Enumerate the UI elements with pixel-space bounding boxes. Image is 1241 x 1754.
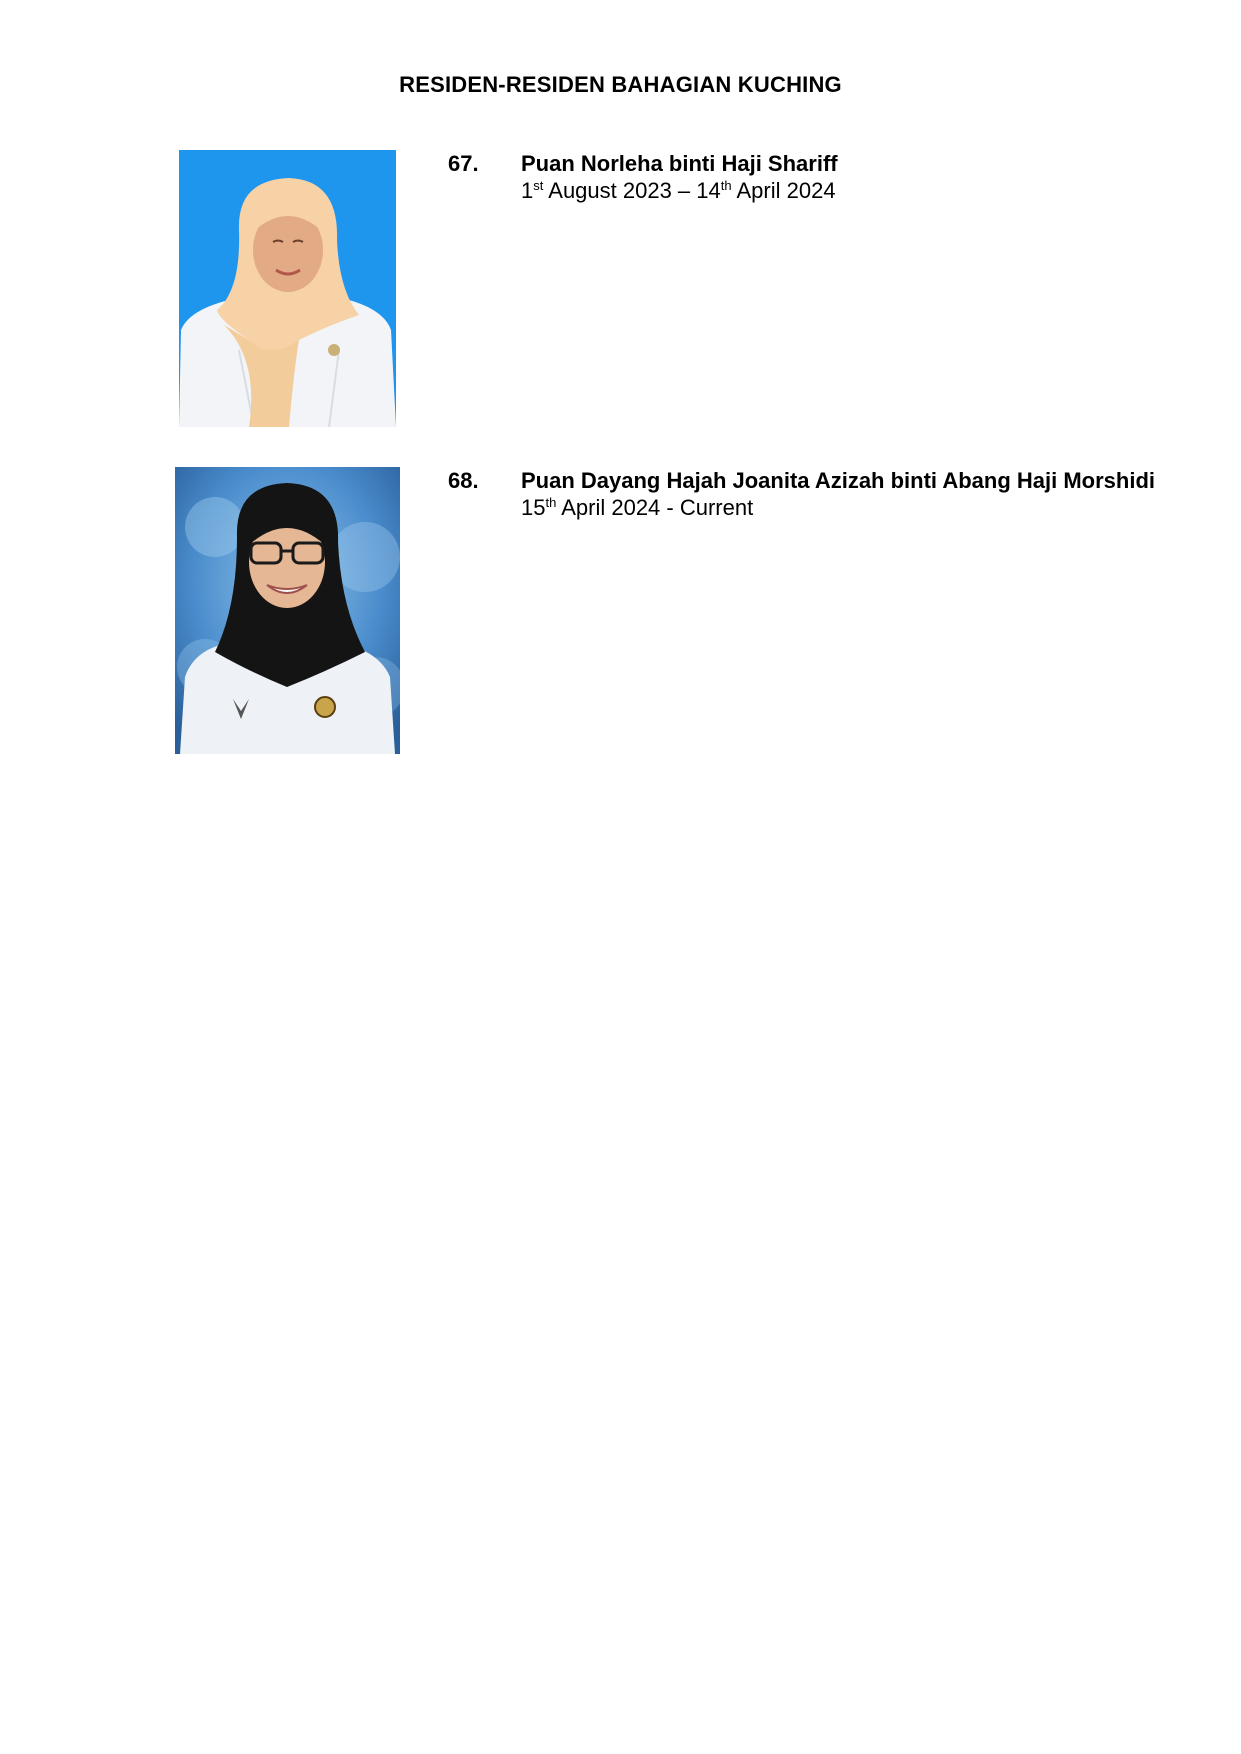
- portrait-photo-68: [175, 467, 400, 754]
- entry-name: Puan Dayang Hajah Joanita Azizah binti Abang Haji Morshidi: [521, 468, 1156, 493]
- ordinal-suffix: th: [545, 495, 557, 510]
- ordinal-suffix: th: [720, 178, 732, 193]
- start-date-text: April 2024 - Current: [556, 495, 754, 520]
- entry-number: 68.: [448, 468, 479, 493]
- start-date-text: August 2023 –: [543, 178, 697, 203]
- entry-name: Puan Norleha binti Haji Shariff: [521, 151, 838, 176]
- page-title: RESIDEN-RESIDEN BAHAGIAN KUCHING: [399, 72, 842, 97]
- start-day: 15: [521, 495, 546, 520]
- entry-dates: [521, 495, 753, 521]
- end-day: 14: [696, 178, 721, 203]
- end-date-text: April 2024: [731, 178, 836, 203]
- portrait-photo-67: [179, 150, 396, 427]
- entry-number: 67.: [448, 151, 479, 176]
- ordinal-suffix: st: [533, 178, 544, 193]
- entry-dates: [521, 178, 836, 204]
- start-day: 1: [521, 178, 534, 203]
